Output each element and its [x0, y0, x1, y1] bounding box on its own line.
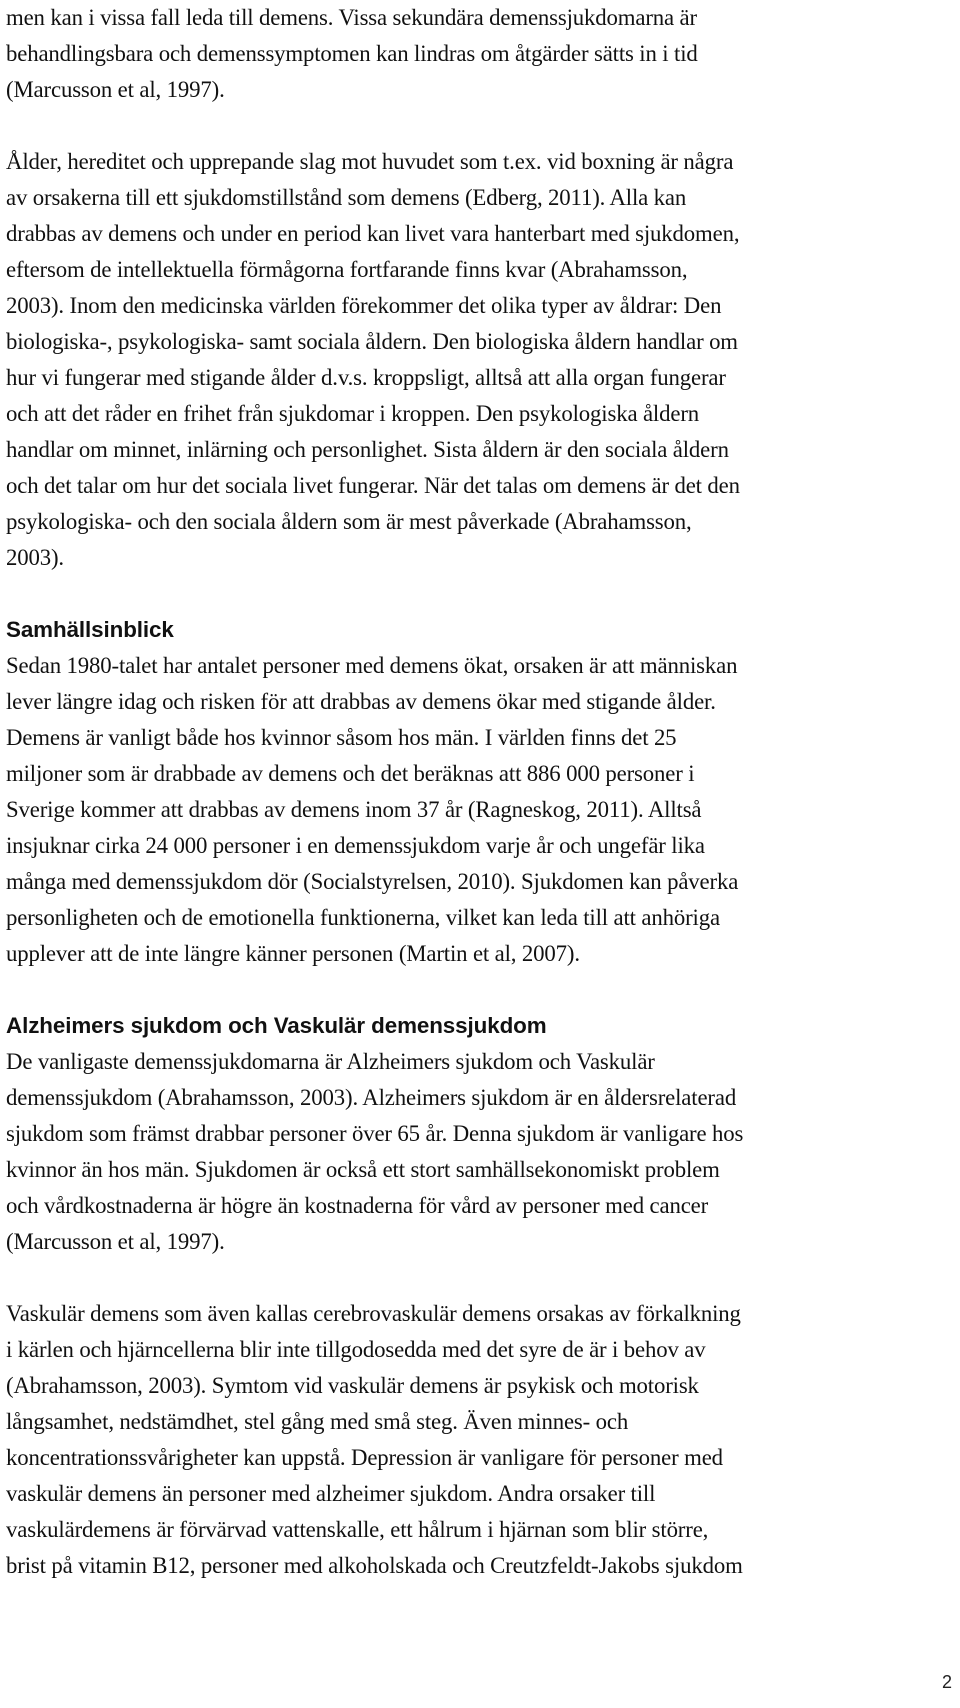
text-line: Vaskulär demens som även kallas cerebrovaskulär demens orsakas av förkalkning: [6, 1301, 741, 1326]
text-line: personligheten och de emotionella funktionerna, vilket kan leda till att anhöriga: [6, 905, 720, 930]
section-heading-alzheimers-vascular: Alzheimers sjukdom och Vaskulär demenssjukdom: [6, 1013, 547, 1038]
text-line: 2003).: [6, 545, 64, 570]
text-line: handlar om minnet, inlärning och personlighet. Sista åldern är den sociala åldern: [6, 437, 729, 462]
text-line: upplever att de inte längre känner personen (Martin et al, 2007).: [6, 941, 580, 966]
text-line: i kärlen och hjärncellerna blir inte tillgodosedda med det syre de är i behov av: [6, 1337, 706, 1362]
text-line: (Abrahamsson, 2003). Symtom vid vaskulär demens är psykisk och motorisk: [6, 1373, 699, 1398]
text-line: och vårdkostnaderna är högre än kostnaderna för vård av personer med cancer: [6, 1193, 709, 1218]
text-line: hur vi fungerar med stigande ålder d.v.s. kroppsligt, alltså att alla organ fungerar: [6, 365, 726, 390]
paragraph-common-dementias: [6, 1044, 954, 1260]
text-line: demenssjukdom (Abrahamsson, 2003). Alzheimers sjukdom är en åldersrelaterad: [6, 1085, 737, 1110]
text-line: (Marcusson et al, 1997).: [6, 77, 225, 102]
paragraph-gap: [6, 972, 954, 1008]
text-line: Ålder, hereditet och upprepande slag mot huvudet som t.ex. vid boxning är några: [6, 149, 734, 174]
text-line: koncentrationssvårigheter kan uppstå. Depression är vanligare för personer med: [6, 1445, 723, 1470]
text-line: vaskulär demens än personer med alzheimer sjukdom. Andra orsaker till: [6, 1481, 656, 1506]
paragraph-vascular-dementia: [6, 1296, 954, 1584]
text-line: 2003). Inom den medicinska världen förekommer det olika typer av åldrar: Den: [6, 293, 722, 318]
text-line: Sverige kommer att drabbas av demens inom 37 år (Ragneskog, 2011). Alltså: [6, 797, 702, 822]
text-line: men kan i vissa fall leda till demens. Vissa sekundära demenssjukdomarna är: [6, 5, 697, 30]
paragraph-intro-continued: [6, 0, 954, 108]
text-line: behandlingsbara och demenssymptomen kan lindras om åtgärder sätts in i tid: [6, 41, 698, 66]
paragraph-society-overview: [6, 648, 954, 972]
text-line: av orsakerna till ett sjukdomstillstånd som demens (Edberg, 2011). Alla kan: [6, 185, 687, 210]
text-line: insjuknar cirka 24 000 personer i en demenssjukdom varje år och ungefär lika: [6, 833, 705, 858]
text-line: biologiska-, psykologiska- samt sociala åldern. Den biologiska åldern handlar om: [6, 329, 738, 354]
text-line: kvinnor än hos män. Sjukdomen är också ett stort samhällsekonomiskt problem: [6, 1157, 720, 1182]
text-line: (Marcusson et al, 1997).: [6, 1229, 225, 1254]
text-line: De vanligaste demenssjukdomarna är Alzheimers sjukdom och Vaskulär: [6, 1049, 655, 1074]
text-line: långsamhet, nedstämdhet, stel gång med små steg. Även minnes- och: [6, 1409, 629, 1434]
paragraph-gap: [6, 108, 954, 144]
text-line: brist på vitamin B12, personer med alkoholskada och Creutzfeldt-Jakobs sjukdom: [6, 1553, 743, 1578]
text-line: Sedan 1980-talet har antalet personer med demens ökat, orsaken är att människan: [6, 653, 738, 678]
text-line: och det talar om hur det sociala livet fungerar. När det talas om demens är det den: [6, 473, 740, 498]
text-line: Demens är vanligt både hos kvinnor såsom hos män. I världen finns det 25: [6, 725, 677, 750]
document-page: [6, 0, 954, 1584]
text-line: och att det råder en frihet från sjukdomar i kroppen. Den psykologiska åldern: [6, 401, 700, 426]
paragraph-gap: [6, 576, 954, 612]
page-number: 2: [941, 1672, 952, 1692]
text-line: psykologiska- och den sociala åldern som är mest påverkade (Abrahamsson,: [6, 509, 692, 534]
text-line: sjukdom som främst drabbar personer över 65 år. Denna sjukdom är vanligare hos: [6, 1121, 744, 1146]
paragraph-gap: [6, 1260, 954, 1296]
paragraph-age-factors: [6, 144, 954, 576]
text-line: vaskulärdemens är förvärvad vattenskalle, ett hålrum i hjärnan som blir större,: [6, 1517, 709, 1542]
text-line: drabbas av demens och under en period kan livet vara hanterbart med sjukdomen,: [6, 221, 740, 246]
text-line: miljoner som är drabbade av demens och det beräknas att 886 000 personer i: [6, 761, 695, 786]
section-heading-samhallsinblick: Samhällsinblick: [6, 617, 174, 642]
text-line: många med demenssjukdom dör (Socialstyrelsen, 2010). Sjukdomen kan påverka: [6, 869, 739, 894]
text-line: lever längre idag och risken för att drabbas av demens ökar med stigande ålder.: [6, 689, 716, 714]
text-line: eftersom de intellektuella förmågorna fortfarande finns kvar (Abrahamsson,: [6, 257, 688, 282]
